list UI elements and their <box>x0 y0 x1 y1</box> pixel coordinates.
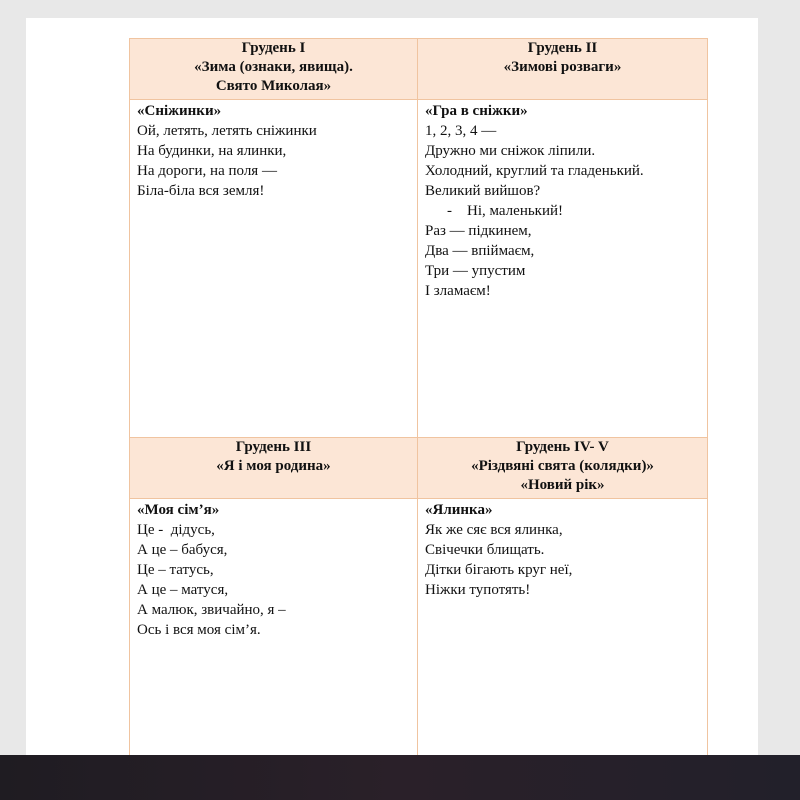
poem <box>418 499 707 601</box>
header-line: Грудень IV- V <box>516 439 609 455</box>
header-cell-december-3 <box>130 438 418 499</box>
poem-line: Три — упустим <box>425 263 526 279</box>
header-line: «Різдвяні свята (колядки)» <box>471 458 654 474</box>
poem-line: Ой, летять, летять сніжинки <box>137 123 317 139</box>
poem-title: «Гра в сніжки» <box>425 103 528 119</box>
poem-title: «Сніжинки» <box>137 103 222 119</box>
poem-line: Дітки бігають круг неї, <box>425 562 573 578</box>
header-line: Свято Миколая» <box>215 78 332 94</box>
table-body-row-1 <box>130 100 708 438</box>
poem-line: Дружно ми сніжок ліпили. <box>425 143 596 159</box>
poem-line: Свічечки блищать. <box>425 542 545 558</box>
header-line: «Я і моя родина» <box>216 458 331 474</box>
lesson-table <box>129 38 708 757</box>
poem <box>418 100 707 302</box>
poem-line: Це - дідусь, <box>137 522 215 538</box>
table-header-row-2 <box>130 438 708 499</box>
poem-line: А малюк, звичайно, я – <box>137 602 286 618</box>
poem-line: А це – матуся, <box>137 582 229 598</box>
poem-line: Ось і вся моя сім’я. <box>137 622 261 638</box>
poem-line: Як же сяє вся ялинка, <box>425 522 563 538</box>
header-cell-december-2 <box>418 39 708 100</box>
header-cell-december-4-5 <box>418 438 708 499</box>
taskbar <box>0 755 800 800</box>
poem-cell-snowflakes <box>130 100 418 438</box>
poem-cell-my-family <box>130 499 418 757</box>
header-line: «Зимові розваги» <box>503 59 622 75</box>
poem-line: Два — впіймаєм, <box>425 243 535 259</box>
table-header-row-1 <box>130 39 708 100</box>
header-line: Грудень III <box>235 439 312 455</box>
header-line: Грудень II <box>527 40 598 56</box>
poem-cell-snowball-game <box>418 100 708 438</box>
poem-line: Раз — підкинем, <box>425 223 532 239</box>
poem-line: - Ні, маленький! <box>447 203 564 219</box>
poem-line: Біла-біла вся земля! <box>137 183 265 199</box>
poem-title: «Моя сім’я» <box>137 502 220 518</box>
poem-line: На дороги, на поля — <box>137 163 277 179</box>
poem-line: На будинки, на ялинки, <box>137 143 287 159</box>
poem-line: Великий вийшов? <box>425 183 541 199</box>
poem-title: «Ялинка» <box>425 502 493 518</box>
table-body-row-2 <box>130 499 708 757</box>
poem <box>130 499 417 641</box>
header-line: «Зима (ознаки, явища). <box>194 59 353 75</box>
header-cell-december-1 <box>130 39 418 100</box>
poem <box>130 100 417 202</box>
poem-line: 1, 2, 3, 4 — <box>425 123 497 139</box>
poem-cell-christmas-tree <box>418 499 708 757</box>
poem-line: І зламаєм! <box>425 283 491 299</box>
poem-line: Холодний, круглий та гладенький. <box>425 163 644 179</box>
poem-line: Ніжки тупотять! <box>425 582 531 598</box>
poem-line: А це – бабуся, <box>137 542 228 558</box>
poem-line: Це – татусь, <box>137 562 214 578</box>
header-line: Грудень I <box>241 40 306 56</box>
document-page <box>26 18 758 758</box>
header-line: «Новий рік» <box>520 477 605 493</box>
